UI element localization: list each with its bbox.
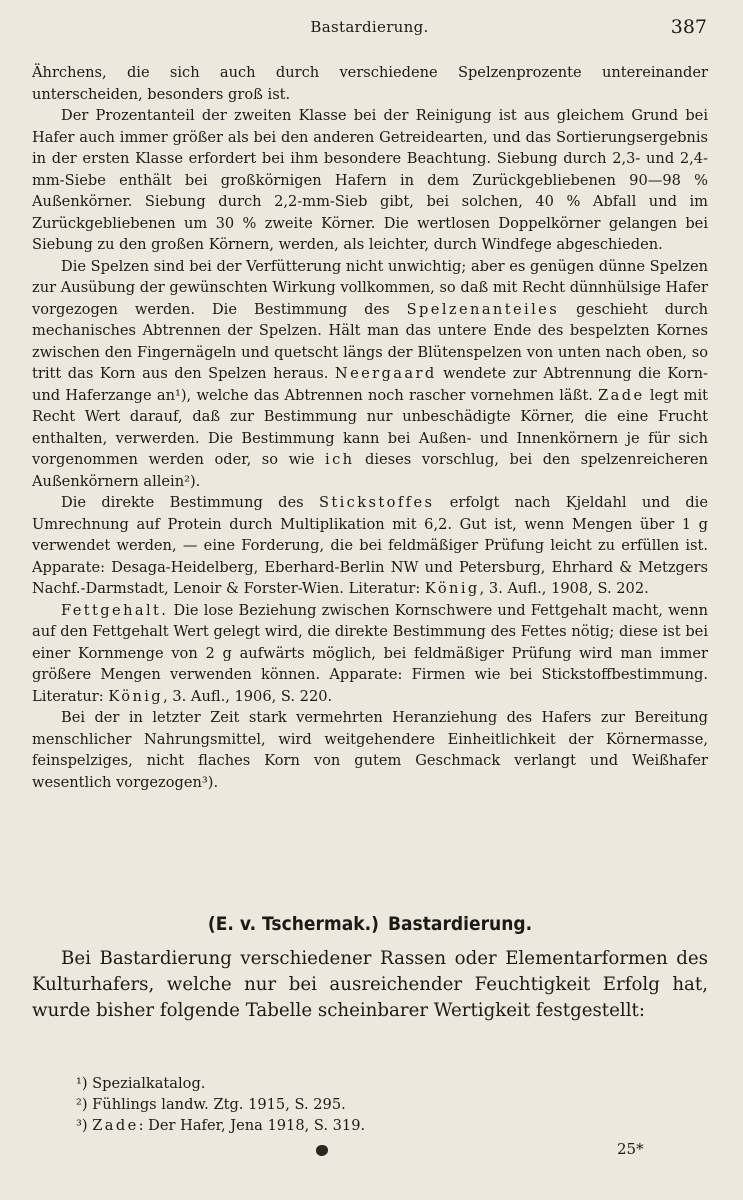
ink-blot: [316, 1145, 328, 1156]
author-name: Neergaard: [334, 365, 437, 382]
emphasis: ich: [325, 451, 355, 468]
text-run: Die lose Beziehung zwischen Kornschwere und Fettgehalt macht, wenn auf den Fettgehalt Wert gelegt wird, die direkte Bestimmung des Fettes nötig; diese ist bei einer Kornmenge von 2 g aufwärts möglich, bei feldmäßiger Prüfung wird man immer größere Mengen verwenden können. Apparate: Firmen wie bei Stickstoffbestimmung. Literatur:: [32, 601, 708, 705]
printer-signature: 25*: [617, 1140, 644, 1158]
paragraph-food-use: Bei der in letzter Zeit stark vermehrten Heranziehung des Hafers zur Bereitung menschlicher Nahrungsmittel, wird weitgehendere Einheitlichkeit der Körnermasse, feinspelziges, nicht flaches Korn von gutem Geschmack verlangt und Weißhafer wesentlich vorgezogen³).: [32, 709, 708, 791]
paragraph-nitrogen: [32, 492, 708, 600]
section-bastardierung: [32, 912, 708, 1024]
text-run: legt mit Recht Wert darauf, daß zur Bestimmung nur unbeschädigte Körner, die eine Frucht enthalten, verwerden. Die Bestimmung kann bei Außen- und Innenkörnern je für sich vorgenommen werden oder, so wie: [32, 386, 708, 468]
text-run: , 3. Aufl., 1906, S. 220.: [163, 687, 333, 705]
body-text: [32, 62, 708, 793]
text-run: dieses vorschlug, bei den spelzenreicheren Außenkörnern allein²).: [32, 451, 708, 490]
author-name: König: [424, 580, 480, 597]
paragraph-husks: [32, 256, 708, 493]
text-run: wendete zur Abtrennung die Korn- und Haferzange an¹), welche das Abtrennen noch rascher vornehmen läßt.: [32, 365, 708, 404]
page-number: 387: [670, 16, 707, 38]
footnote-2: ²) Fühlings landw. Ztg. 1915, S. 295.: [76, 1096, 346, 1113]
section-author: (E. v. Tschermak.): [207, 913, 379, 935]
text-run: geschieht durch mechanisches Abtrennen der Spelzen. Hält man das untere Ende des bespelzten Kornes zwischen den Fingernägeln und quetscht längs der Blütenspelzen von unten nach oben, so tritt das Korn aus den Spelzen heraus.: [32, 300, 708, 382]
paragraph-fat: [32, 600, 708, 708]
author-name: Zade: [598, 386, 645, 404]
running-title: Bastardierung.: [310, 18, 429, 36]
text-run: Die direkte Bestimmung des: [61, 494, 319, 511]
text-run: : Der Hafer, Jena 1918, S. 319.: [138, 1117, 366, 1134]
paragraph-continuation: Ährchens, die sich auch durch verschiedene Spelzenprozente untereinander unterscheiden, besonders groß ist.: [32, 64, 708, 103]
page-header: [32, 18, 707, 44]
section-heading: [66, 912, 674, 936]
text-run: erfolgt nach Kjeldahl und die Umrechnung auf Protein durch Multiplikation mit 6,2. Gut ist, wenn Mengen über 1 g verwendet werden, — eine Forderung, die bei feldmäßiger Prüfung leicht zu erfüllen ist. Apparate: Desaga-Heidelberg, Eberhard-Berlin NW und Petersburg, Ehrhard & Metzgers Nachf.-Darmstadt, Lenoir & Forster-Wien. Literatur:: [32, 494, 708, 597]
footnote-1: ¹) Spezialkatalog.: [76, 1075, 206, 1092]
author-name: König: [108, 687, 164, 705]
footnotes: [76, 1073, 676, 1136]
footnote-3: ³) Zade: Der Hafer, Jena 1918, S. 319.: [76, 1117, 366, 1134]
spaced-term: Fettgehalt.: [61, 601, 169, 619]
spaced-term: Spelzenanteiles: [406, 300, 560, 318]
text-run: , 3. Aufl., 1908, S. 202.: [479, 580, 649, 597]
author-name: Zade: [92, 1117, 139, 1134]
text-run: Die Spelzen sind bei der Verfütterung nicht unwichtig; aber es genügen dünne Spelzen zur Ausübung der gewünschten Wirkung vollkommen, so daß mit Recht dünnhülsige Hafer vorgezogen werden. Die Bestimmung des: [32, 257, 708, 318]
spaced-term: Stickstoffes: [318, 494, 435, 511]
section-title: Bastardierung.: [387, 913, 533, 935]
paragraph-sorting: Der Prozentanteil der zweiten Klasse bei der Reinigung ist aus gleichem Grund bei Hafer auch immer größer als bei den anderen Getreidearten, und das Sortierungsergebnis in der ersten Klasse erfordert bei ihm besondere Beachtung. Siebung durch 2,3- und 2,4-mm-Siebe enthält bei großkörnigen Hafern in dem Zurückgebliebenen 90—98 % Außenkörner. Siebung durch 2,2-mm-Sieb gibt, bei solchen, 40 % Abfall und im Zurückgebliebenen um 30 % zweite Körner. Die wertlosen Doppelkörner gelangen bei Siebung zu den großen Körnern, werden, als leichter, durch Windfege abgeschieden.: [32, 107, 708, 253]
section-paragraph: Bei Bastardierung verschiedener Rassen oder Elementarformen des Kulturhafers, welche nur bei ausreichender Feuchtigkeit Erfolg hat, wurde bisher folgende Tabelle scheinbarer Wertigkeit festgestellt:: [32, 948, 708, 1021]
